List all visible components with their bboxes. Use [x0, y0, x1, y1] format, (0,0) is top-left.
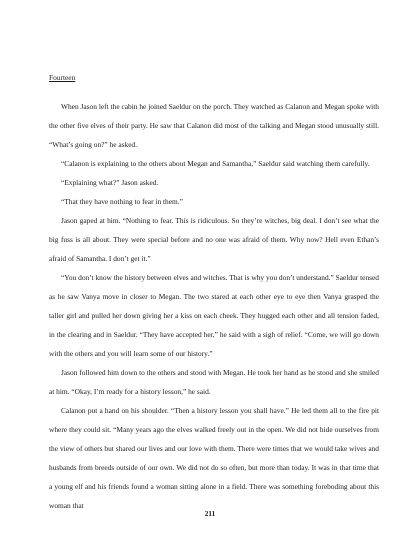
- paragraph: Calanon put a hand on his shoulder. “Then a history lesson you shall have.” He led them all to the fire pit where they could sit. “Many years ago the elves walked freely out in the open. We did not hide ourselves from the view of others but shared our lives and our love with them. There were times that we would take wives and husbands from breeds outside of our own. We did not do so often, but more than today. It was in that time that a young elf and his friends found a woman sitting alone in a field. There was something foreboding about this woman that: [49, 406, 379, 510]
- paragraph: “That they have nothing to fear in them.”: [61, 197, 183, 206]
- paragraph: When Jason left the cabin he joined Saeldur on the porch. They watched as Calanon and Megan spoke with the other five elves of their party. He saw that Calanon did most of the talking and Megan stood unusually still. “What’s going on?” he asked.: [49, 102, 379, 149]
- paragraph: “You don’t know the history between elves and witches. That is why you don’t understand.” Saeldur tensed as he saw Vanya move in closer to Megan. The two stared at each other eye to eye then Vanya grasped the taller girl and pulled her down giving her a kiss on each cheek. They hugged each other and all tension faded, in the clearing and in Saeldur. “They have accepted her,” he said with a sigh of relief. “Come, we will go down with the others and you will learn some of our history.”: [49, 273, 379, 358]
- paragraph: Jason followed him down to the others and stood with Megan. He took her hand as he stood and she smiled at him. “Okay, I’m ready for a history lesson,” he said.: [49, 368, 379, 396]
- paragraph: “Calanon is explaining to the others about Megan and Samantha,” Saeldur said watching them carefully.: [61, 159, 370, 168]
- paragraph: “Explaining what?” Jason asked.: [61, 178, 159, 187]
- paragraph: Jason gaped at him. “Nothing to fear. This is ridiculous. So they’re witches, big deal. I don’t see what the big fuss is all about. They were special before and no one was afraid of them. Why now? Hell even Ethan’s afraid of Samantha. I don’t get it.”: [49, 216, 379, 263]
- page-number: 211: [204, 510, 216, 518]
- body-text: [49, 97, 379, 515]
- chapter-title: Fourteen: [49, 73, 76, 82]
